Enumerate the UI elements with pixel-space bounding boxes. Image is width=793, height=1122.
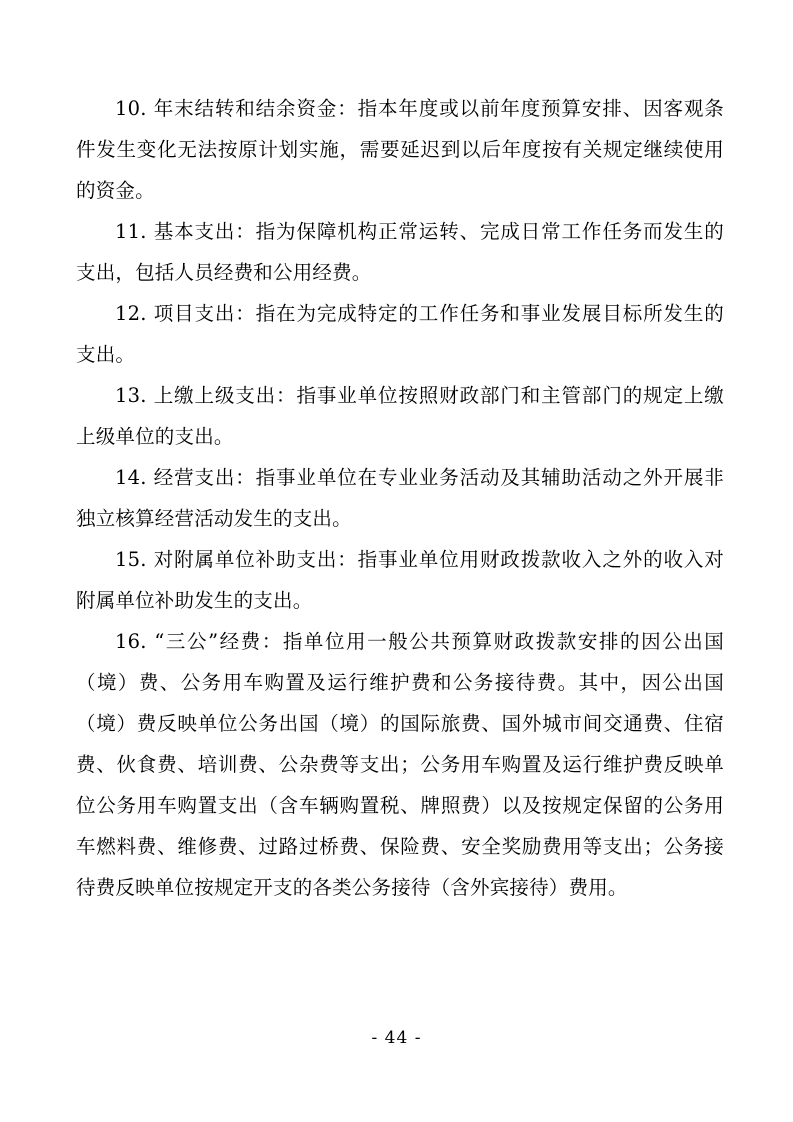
paragraph-16: 16. “三公”经费：指单位用一般公共预算财政拨款安排的因公出国（境）费、公务用车购置及运行维护费和公务接待费。其中，因公出国（境）费反映单位公务出国（境）的国际旅费、国外城市间交通费、住宿费、伙食费、培训费、公杂费等支出；公务用车购置及运行维护费反映单位公务用车购置支出（含车辆购置税、牌照费）以及按规定保留的公务用车燃料费、维修费、过路过桥费、保险费、安全奖励费用等支出；公务接待费反映单位按规定开支的各类公务接待（含外宾接待）费用。: [76, 630, 724, 899]
paragraph-10: 10. 年末结转和结余资金：指本年度或以前年度预算安排、因客观条件发生变化无法按原计划实施，需要延迟到以后年度按有关规定继续使用的资金。: [76, 97, 724, 202]
page-number: - 44 -: [371, 1028, 422, 1048]
paragraph-11: 11. 基本支出：指为保障机构正常运转、完成日常工作任务而发生的支出，包括人员经费和公用经费。: [76, 220, 724, 284]
document-body: [76, 88, 724, 908]
paragraph-15: 15. 对附属单位补助支出：指事业单位用财政拨款收入之外的收入对附属单位补助发生的支出。: [76, 548, 724, 612]
paragraph-12: 12. 项目支出：指在为完成特定的工作任务和事业发展目标所发生的支出。: [76, 302, 724, 366]
paragraph-13: 13. 上缴上级支出：指事业单位按照财政部门和主管部门的规定上缴上级单位的支出。: [76, 384, 724, 448]
paragraph-14: 14. 经营支出：指事业单位在专业业务活动及其辅助活动之外开展非独立核算经营活动发生的支出。: [76, 466, 724, 530]
